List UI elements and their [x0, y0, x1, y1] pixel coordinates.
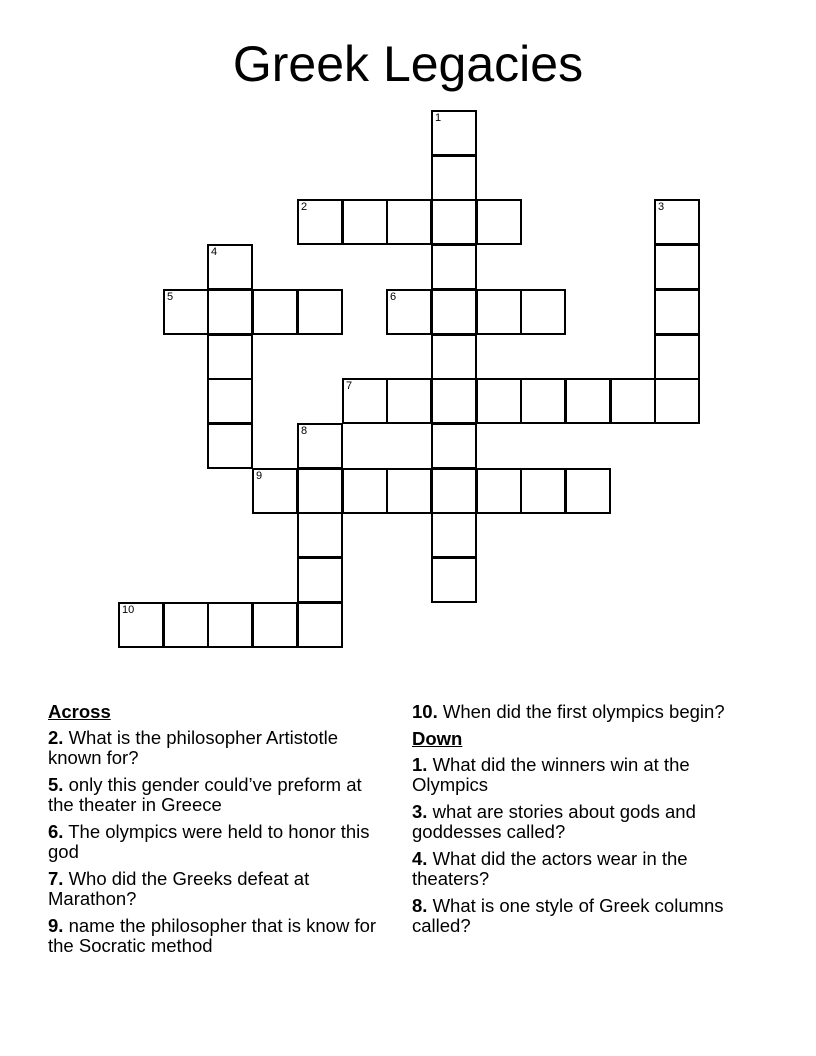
grid-cell[interactable]	[654, 378, 700, 424]
cell-number: 3	[658, 201, 665, 213]
clue-number: 7.	[48, 868, 64, 889]
cell-number: 2	[301, 201, 308, 213]
cell-number: 6	[390, 291, 397, 303]
grid-cell[interactable]	[342, 378, 388, 424]
clue-text: only this gender could’ve preform at the theater in Greece	[48, 774, 362, 815]
clue-number: 6.	[48, 821, 64, 842]
clue-across-10	[412, 702, 752, 722]
grid-cell[interactable]	[654, 334, 700, 380]
grid-cell[interactable]	[297, 199, 343, 245]
clue-across-6	[48, 822, 388, 862]
grid-cell[interactable]	[431, 289, 477, 335]
grid-cell[interactable]	[565, 468, 611, 514]
grid-cell[interactable]	[297, 512, 343, 558]
clue-number: 4.	[412, 848, 428, 869]
grid-cell[interactable]	[207, 423, 253, 469]
cell-number: 1	[435, 112, 442, 124]
cell-number: 4	[211, 246, 218, 258]
grid-cell[interactable]	[431, 423, 477, 469]
clue-text: What did the actors wear in the theaters?	[412, 848, 688, 889]
grid-cell[interactable]	[431, 378, 477, 424]
grid-cell[interactable]	[207, 602, 253, 648]
clue-number: 5.	[48, 774, 64, 795]
clue-text: The olympics were held to honor this god	[48, 821, 370, 862]
clue-across-5	[48, 775, 388, 815]
cell-number: 10	[122, 604, 135, 616]
cell-number: 9	[256, 470, 263, 482]
grid-cell[interactable]	[342, 468, 388, 514]
grid-cell[interactable]	[252, 289, 298, 335]
clue-across-7	[48, 869, 388, 909]
grid-cell[interactable]	[386, 378, 432, 424]
clue-number: 10.	[412, 701, 438, 722]
clue-text: What is one style of Greek columns called?	[412, 895, 724, 936]
grid-cell[interactable]	[476, 289, 522, 335]
clue-number: 9.	[48, 915, 64, 936]
grid-cell[interactable]	[431, 244, 477, 290]
grid-cell[interactable]	[163, 602, 209, 648]
clue-text: What did the winners win at the Olympics	[412, 754, 690, 795]
grid-cell[interactable]	[252, 602, 298, 648]
grid-cell[interactable]	[654, 244, 700, 290]
clue-text: When did the first olympics begin?	[442, 701, 725, 722]
clue-down-4	[412, 849, 752, 889]
cell-number: 7	[346, 380, 353, 392]
grid-cell[interactable]	[520, 378, 566, 424]
grid-cell[interactable]	[207, 378, 253, 424]
grid-cell[interactable]	[520, 289, 566, 335]
grid-cell[interactable]	[386, 468, 432, 514]
clue-down-3	[412, 802, 752, 842]
clue-down-8	[412, 896, 752, 936]
grid-cell[interactable]	[297, 289, 343, 335]
clue-number: 1.	[412, 754, 428, 775]
grid-cell[interactable]	[342, 199, 388, 245]
grid-cell[interactable]	[118, 602, 164, 648]
grid-cell[interactable]	[163, 289, 209, 335]
grid-cell[interactable]	[386, 199, 432, 245]
grid-cell[interactable]	[297, 423, 343, 469]
grid-cell[interactable]	[476, 468, 522, 514]
grid-cell[interactable]	[431, 334, 477, 380]
clue-text: What is the philosopher Artistotle known for?	[48, 727, 338, 768]
grid-cell[interactable]	[386, 289, 432, 335]
clue-number: 8.	[412, 895, 428, 916]
grid-cell[interactable]	[297, 557, 343, 603]
clues-right-column	[412, 702, 752, 943]
clues-left-column	[48, 702, 388, 963]
grid-cell[interactable]	[297, 468, 343, 514]
grid-cell[interactable]	[431, 512, 477, 558]
grid-cell[interactable]	[207, 244, 253, 290]
grid-cell[interactable]	[297, 602, 343, 648]
down-heading: Down	[412, 728, 463, 749]
grid-cell[interactable]	[610, 378, 656, 424]
grid-cell[interactable]	[520, 468, 566, 514]
cell-number: 8	[301, 425, 308, 437]
clue-text: what are stories about gods and goddesses called?	[412, 801, 696, 842]
grid-cell[interactable]	[252, 468, 298, 514]
across-heading: Across	[48, 701, 111, 722]
grid-cell[interactable]	[565, 378, 611, 424]
clue-text: name the philosopher that is know for the Socratic method	[48, 915, 377, 956]
grid-cell[interactable]	[476, 199, 522, 245]
grid-cell[interactable]	[431, 110, 477, 156]
grid-cell[interactable]	[431, 557, 477, 603]
grid-cell[interactable]	[431, 199, 477, 245]
clue-across-2	[48, 728, 388, 768]
grid-cell[interactable]	[431, 468, 477, 514]
puzzle-title: Greek Legacies	[232, 36, 584, 92]
cell-number: 5	[167, 291, 174, 303]
grid-cell[interactable]	[207, 289, 253, 335]
clue-across-9	[48, 916, 388, 956]
grid-cell[interactable]	[654, 289, 700, 335]
grid-cell[interactable]	[207, 334, 253, 380]
clue-number: 2.	[48, 727, 64, 748]
clue-text: Who did the Greeks defeat at Marathon?	[48, 868, 310, 909]
grid-cell[interactable]	[476, 378, 522, 424]
clue-number: 3.	[412, 801, 428, 822]
grid-cell[interactable]	[654, 199, 700, 245]
grid-cell[interactable]	[431, 155, 477, 201]
clue-down-1	[412, 755, 752, 795]
